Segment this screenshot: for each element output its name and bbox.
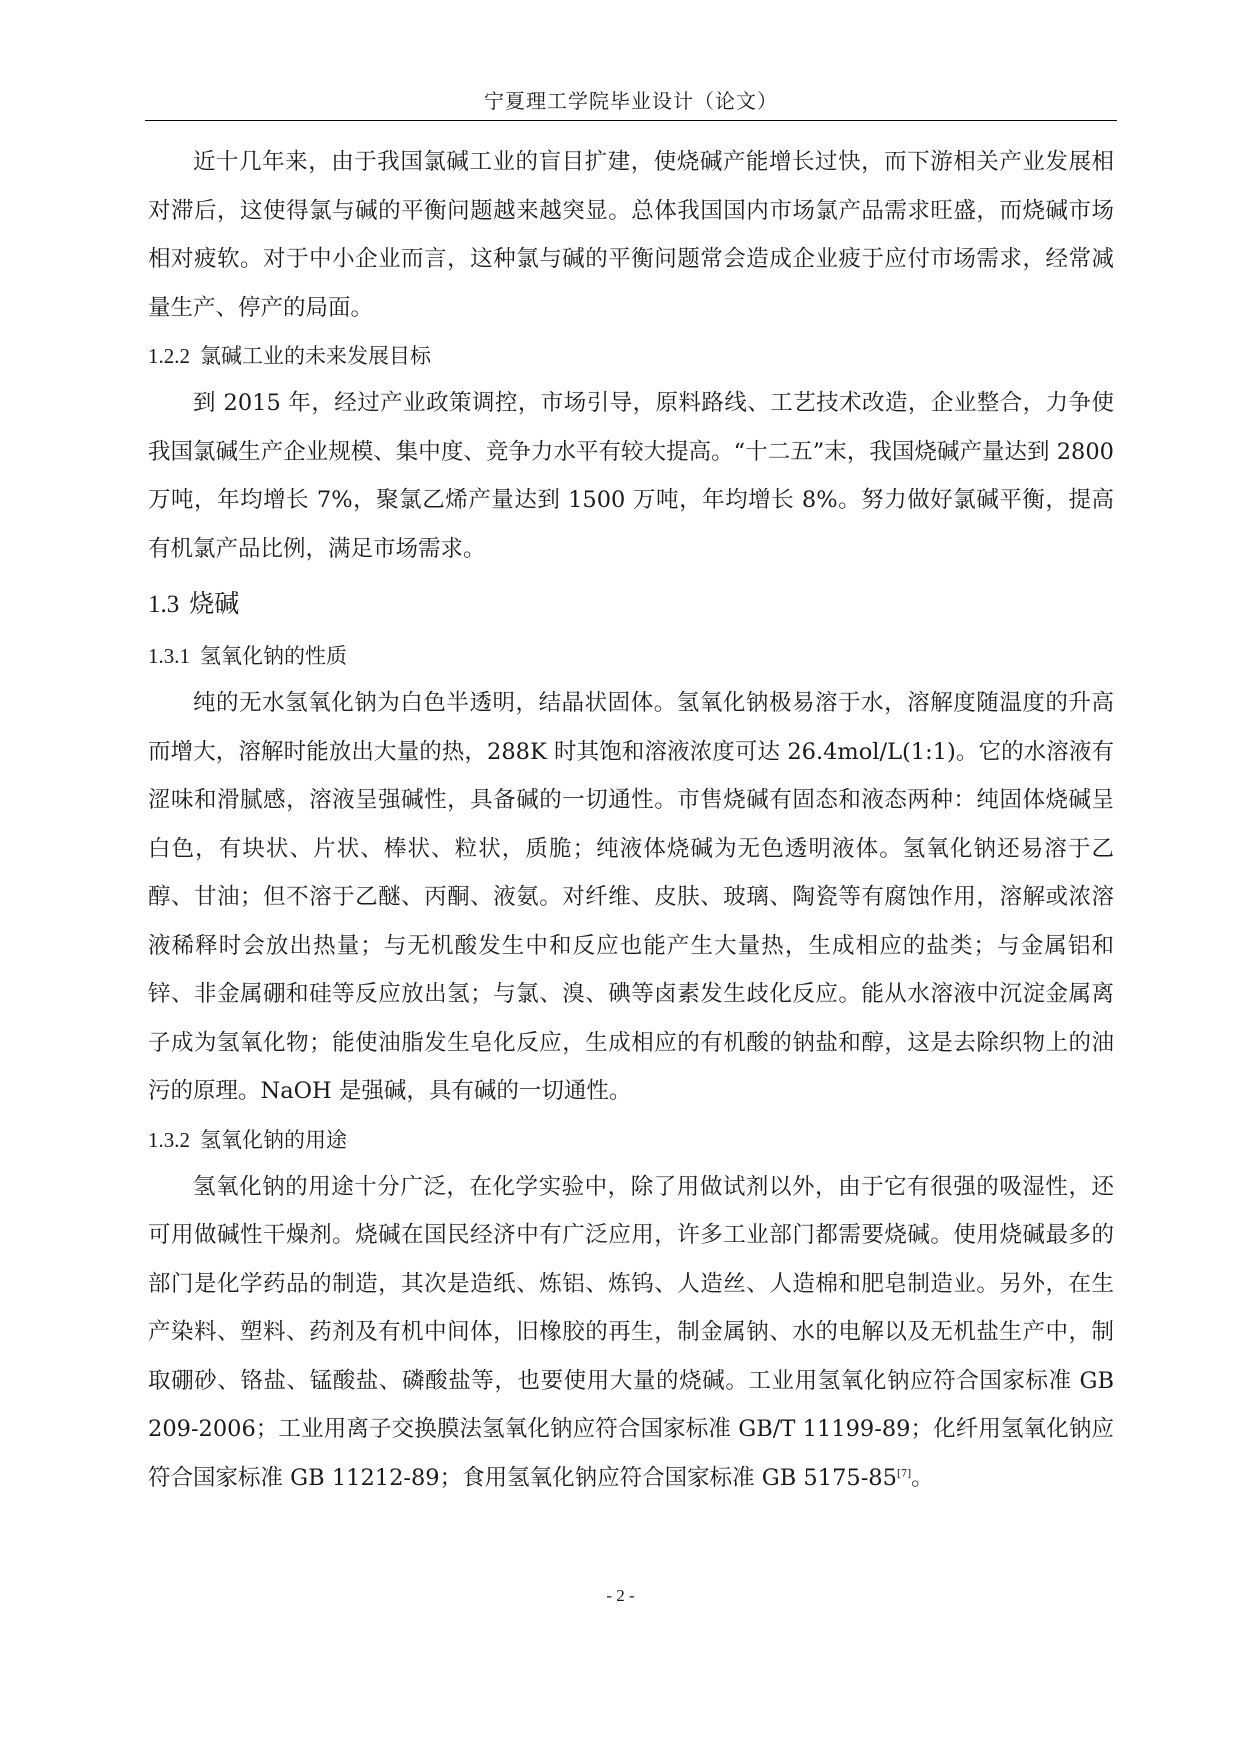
citation-reference: [7]: [896, 1468, 912, 1479]
page-content: [148, 138, 1114, 1502]
header-rule: [145, 120, 1117, 121]
paragraph-naoh-properties: 纯的无水氢氧化钠为白色半透明，结晶状固体。氢氧化钠极易溶于水，溶解度随温度的升高而增大，溶解时能放出大量的热，288K 时其饱和溶液浓度可达 26.4mol/L(1:1)。它的水溶液有涩味和滑腻感，溶液呈强碱性，具备碱的一切通性。市售烧碱有固态和液态两种：纯固体烧碱呈白色，有块状、片状、棒状、粒状，质脆；纯液体烧碱为无色透明液体。氢氧化钠还易溶于乙醇、甘油；但不溶于乙醚、丙酮、液氨。对纤维、皮肤、玻璃、陶瓷等有腐蚀作用，溶解或浓溶液稀释时会放出热量；与无机酸发生中和反应也能产生大量热，生成相应的盐类；与金属铝和锌、非金属硼和硅等反应放出氢；与氯、溴、碘等卤素发生歧化反应。能从水溶液中沉淀金属离子成为氢氧化物；能使油脂发生皂化反应，生成相应的有机酸的钠盐和醇，这是去除织物上的油污的原理。NaOH 是强碱，具有碱的一切通性。: [148, 690, 1114, 1104]
paragraph-chlor-alkali-balance: 近十几年来，由于我国氯碱工业的盲目扩建，使烧碱产能增长过快，而下游相关产业发展相对滞后，这使得氯与碱的平衡问题越来越突显。总体我国国内市场氯产品需求旺盛，而烧碱市场相对疲软。对于中小企业而言，这种氯与碱的平衡问题常会造成企业疲于应付市场需求，经常减量生产、停产的局面。: [148, 149, 1114, 321]
paragraph-development-goals: 到 2015 年，经过产业政策调控，市场引导，原料路线、工艺技术改造，企业整合，力争使我国氯碱生产企业规模、集中度、竞争力水平有较大提高。“十二五”末，我国烧碱产量达到 2800 万吨，年均增长 7%，聚氯乙烯产量达到 1500 万吨，年均增长 8%。努力做好氯碱平衡，提高有机氯产品比例，满足市场需求。: [148, 390, 1114, 562]
paragraph-text: 氢氧化钠的用途十分广泛，在化学实验中，除了用做试剂以外，由于它有很强的吸湿性，还可用做碱性干燥剂。烧碱在国民经济中有广泛应用，许多工业部门都需要烧碱。使用烧碱最多的部门是化学药品的制造，其次是造纸、炼铝、炼钨、人造丝、人造棉和肥皂制造业。另外，在生产染料、塑料、药剂及有机中间体，旧橡胶的再生，制金属钠、水的电解以及无机盐生产中，制取硼砂、铬盐、锰酸盐、磷酸盐等，也要使用大量的烧碱。工业用氢氧化钠应符合国家标准 GB 209-2006；工业用离子交换膜法氢氧化钠应符合国家标准 GB/T 11199-89；化纤用氢氧化钠应符合国家标准 GB 11212-89；食用氢氧化钠应符合国家标准 GB 5175-85: [148, 1173, 1114, 1491]
section-title: 烧碱: [189, 589, 240, 618]
section-heading-1-3: [148, 579, 1114, 630]
section-title: 氯碱工业的未来发展目标: [200, 344, 431, 368]
section-heading-1-2-2: [148, 334, 1114, 378]
page-number: - 2 -: [606, 1586, 635, 1605]
paragraph-naoh-uses: [148, 1163, 1114, 1503]
section-number: 1.2.2: [148, 344, 190, 368]
section-number: 1.3.2: [148, 1127, 190, 1152]
section-number: 1.3.1: [148, 644, 190, 668]
section-title: 氢氧化钠的性质: [200, 644, 347, 668]
section-heading-1-3-1: [148, 634, 1114, 678]
section-number: 1.3: [148, 591, 180, 618]
paragraph-end-punctuation: 。: [911, 1464, 934, 1491]
page-header: 宁夏理工学院毕业设计（论文）: [484, 89, 778, 113]
section-heading-1-3-2: [148, 1118, 1114, 1162]
section-title: 氢氧化钠的用途: [200, 1127, 347, 1152]
